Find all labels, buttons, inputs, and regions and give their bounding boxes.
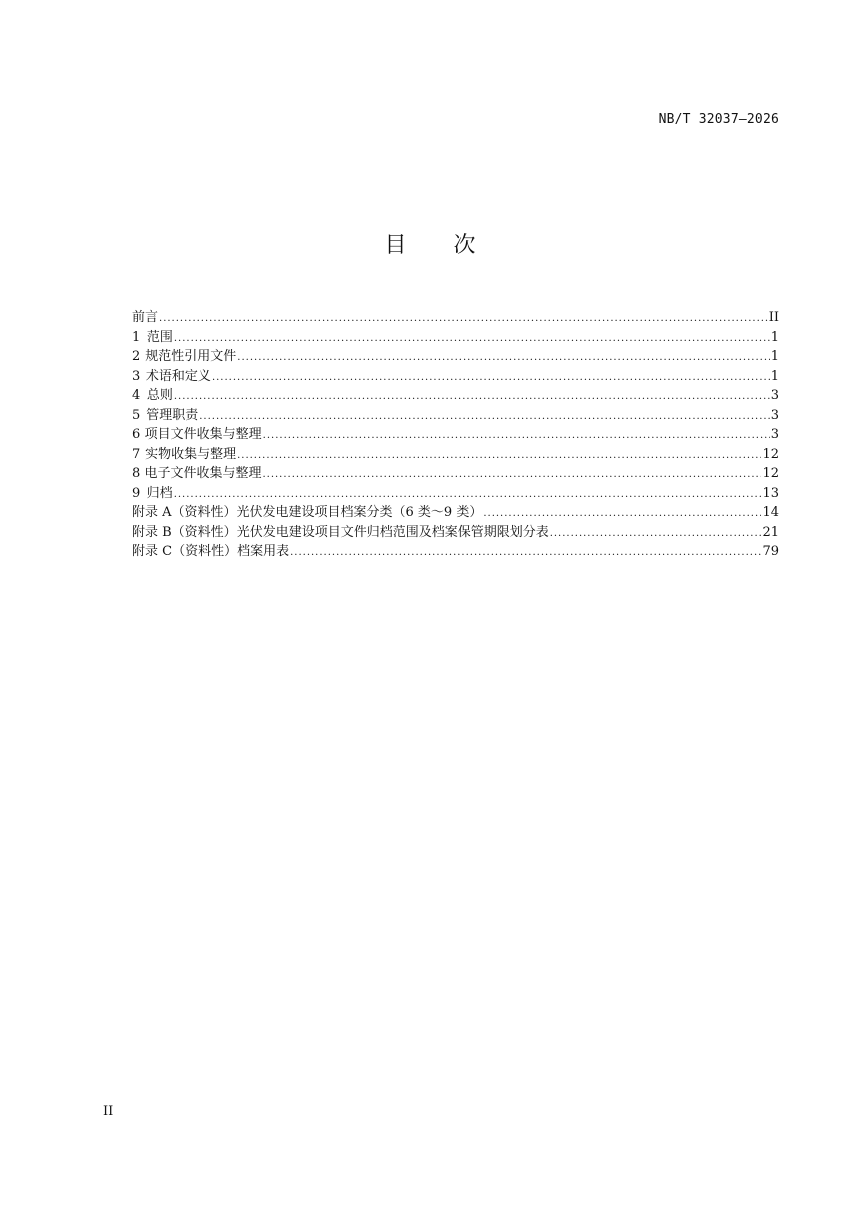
toc-label: 前言: [132, 310, 159, 325]
toc-number: 8: [132, 466, 141, 481]
footer-page-number: II: [103, 1104, 114, 1119]
toc-page-number: 1: [770, 349, 779, 364]
page-title: 目 次: [384, 233, 476, 258]
toc-leader-dots: [237, 446, 761, 465]
toc-page-number: 3: [770, 407, 779, 423]
toc-leader-dots: [263, 426, 770, 445]
toc-page-number: II: [768, 310, 779, 325]
toc-page-number: 79: [762, 544, 779, 559]
toc-entry-4[interactable]: [132, 386, 779, 406]
toc-page-number: 1: [770, 329, 779, 345]
toc-page-number: 14: [762, 505, 779, 520]
toc-entry-appendix-b[interactable]: [132, 523, 779, 543]
toc-label: 档案用表: [237, 544, 290, 559]
toc-page-number: 3: [770, 388, 779, 403]
toc-leader-dots: [262, 465, 761, 484]
toc-leader-dots: [237, 348, 769, 367]
toc-page-number: 3: [770, 427, 779, 442]
toc-leader-dots: [159, 309, 768, 328]
toc-number: 9: [132, 485, 141, 501]
toc-page-number: 13: [762, 485, 779, 501]
toc-page-number: 1: [770, 368, 779, 384]
toc-label: 范围: [146, 329, 173, 345]
toc-label: 管理职责: [146, 407, 199, 423]
toc-label: 归档: [146, 485, 173, 501]
toc-entry-1[interactable]: [132, 328, 779, 348]
toc-page-number: 12: [762, 466, 779, 481]
toc-entry-6[interactable]: [132, 425, 779, 445]
toc-leader-dots: [174, 485, 762, 504]
toc-label: 术语和定义: [145, 368, 211, 384]
toc-entry-3[interactable]: [132, 367, 779, 387]
toc-entry-8[interactable]: [132, 464, 779, 484]
toc-entry-foreword[interactable]: [132, 308, 779, 328]
toc-page-number: 21: [762, 524, 779, 540]
toc-label: 实物收集与整理: [145, 446, 237, 462]
appendix-prefix: 附录 B（资料性）: [132, 524, 237, 540]
toc-number: 7: [132, 446, 141, 462]
toc-label: 光伏发电建设项目文件归档范围及档案保管期限划分表: [236, 524, 549, 540]
toc-leader-dots: [550, 524, 762, 543]
toc-number: 6: [132, 427, 141, 442]
toc-number: 3: [132, 368, 141, 384]
toc-label: 项目文件收集与整理: [144, 427, 262, 442]
toc-entry-appendix-c[interactable]: [132, 542, 779, 562]
toc-leader-dots: [199, 407, 769, 426]
appendix-prefix: 附录 C（资料性）: [132, 544, 238, 559]
toc-leader-dots: [174, 329, 770, 348]
toc-entry-7[interactable]: [132, 445, 779, 465]
toc-label: 规范性引用文件: [145, 349, 237, 364]
standard-code: NB/T 32037—2026: [658, 112, 779, 127]
toc-leader-dots: [174, 387, 770, 406]
table-of-contents: [132, 308, 779, 562]
toc-number: 4: [132, 388, 141, 403]
toc-entry-5[interactable]: [132, 406, 779, 426]
toc-leader-dots: [483, 504, 761, 523]
toc-number: 2: [132, 349, 141, 364]
toc-label: 电子文件收集与整理: [144, 466, 262, 481]
toc-number: 5: [132, 407, 141, 423]
toc-page-number: 12: [762, 446, 779, 462]
toc-label: 总则: [146, 388, 173, 403]
toc-label: 光伏发电建设项目档案分类（6 类～9 类）: [236, 505, 483, 520]
toc-entry-9[interactable]: [132, 484, 779, 504]
toc-leader-dots: [212, 368, 770, 387]
toc-number: 1: [132, 329, 141, 345]
toc-entry-appendix-a[interactable]: [132, 503, 779, 523]
toc-leader-dots: [290, 543, 761, 562]
appendix-prefix: 附录 A（资料性）: [132, 505, 237, 520]
toc-entry-2[interactable]: [132, 347, 779, 367]
